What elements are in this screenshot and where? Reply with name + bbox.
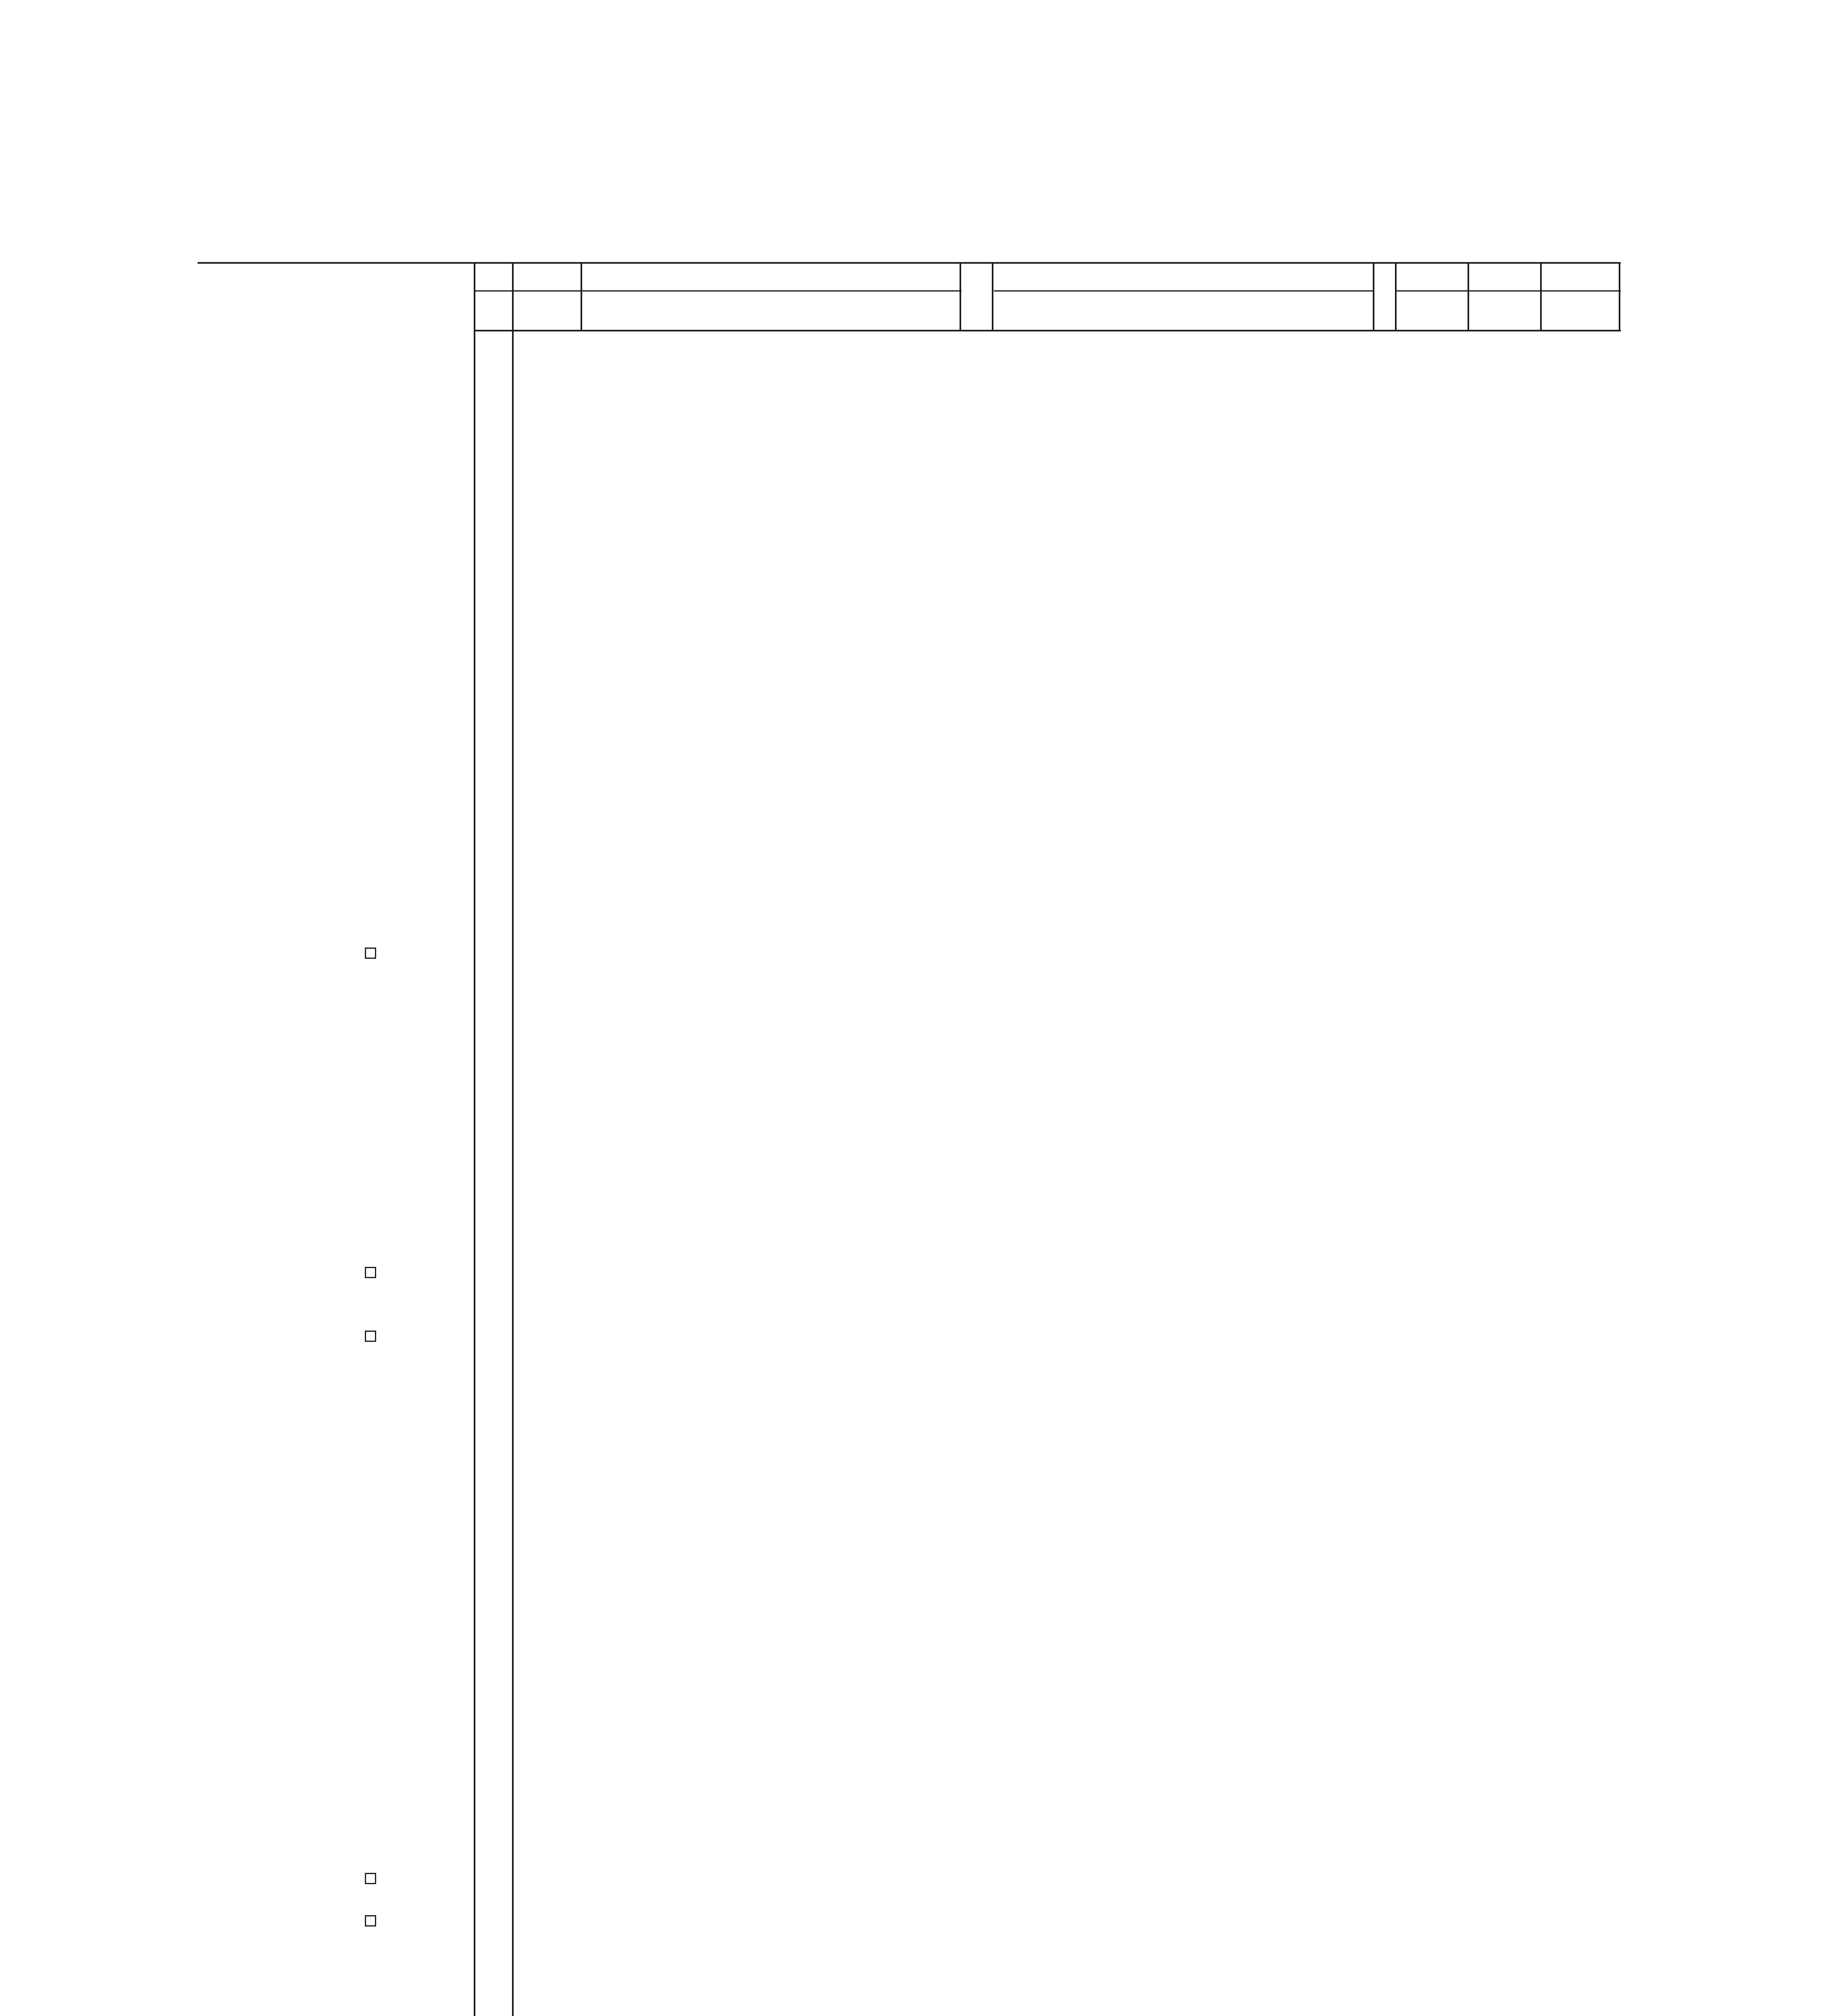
table-row xyxy=(0,1518,1832,1539)
table-row xyxy=(0,1539,1832,1560)
table-row xyxy=(0,671,1832,692)
mountain-station-square-icon xyxy=(365,1915,376,1926)
table-row xyxy=(0,459,1832,480)
table-row xyxy=(0,335,1832,356)
table-row xyxy=(0,1910,1832,1931)
table-row xyxy=(0,1582,1832,1603)
table-row xyxy=(0,1808,1832,1829)
table-row xyxy=(0,798,1832,819)
table-row xyxy=(0,841,1832,862)
table-row xyxy=(0,377,1832,398)
table-row xyxy=(0,1624,1832,1645)
table-row xyxy=(0,437,1832,458)
mountain-station-square-icon xyxy=(365,1267,376,1278)
table-row xyxy=(0,820,1832,841)
table-row xyxy=(0,1304,1832,1325)
table-row xyxy=(0,1155,1832,1176)
table-row xyxy=(0,1687,1832,1708)
table-row xyxy=(0,985,1832,1006)
table-row xyxy=(0,921,1832,942)
table-row xyxy=(0,1889,1832,1910)
table-row xyxy=(0,1410,1832,1431)
table-row xyxy=(0,1283,1832,1304)
table-row xyxy=(0,1603,1832,1624)
mountain-station-square-icon xyxy=(365,1873,376,1884)
table-row xyxy=(0,879,1832,900)
table-row xyxy=(0,1765,1832,1786)
table-row xyxy=(0,588,1832,609)
table-row xyxy=(0,1847,1832,1868)
table-row xyxy=(0,1786,1832,1807)
table-row xyxy=(0,1113,1832,1134)
table-row xyxy=(0,522,1832,543)
table-row xyxy=(0,1868,1832,1889)
mountain-station-square-icon xyxy=(365,1331,376,1342)
table-row xyxy=(0,1326,1832,1347)
table-row xyxy=(0,1347,1832,1368)
table-row xyxy=(0,398,1832,419)
table-row xyxy=(0,1219,1832,1240)
table-row xyxy=(0,609,1832,630)
table-row xyxy=(0,777,1832,798)
table-row xyxy=(0,1666,1832,1687)
table-row xyxy=(0,630,1832,651)
table-row xyxy=(0,566,1832,587)
table-row xyxy=(0,964,1832,985)
table-row xyxy=(0,1645,1832,1666)
table-row xyxy=(0,1198,1832,1218)
table-row xyxy=(0,356,1832,377)
table-row xyxy=(0,1560,1832,1581)
table-row xyxy=(0,900,1832,921)
table-row xyxy=(0,1070,1832,1091)
table-row xyxy=(0,501,1832,522)
table-row xyxy=(0,1389,1832,1410)
table-row xyxy=(0,1744,1832,1765)
table-row xyxy=(0,943,1832,964)
table-row xyxy=(0,1092,1832,1113)
table-row xyxy=(0,1177,1832,1198)
table-row xyxy=(0,756,1832,777)
table-row xyxy=(0,1134,1832,1155)
table-row xyxy=(0,714,1832,735)
table-row xyxy=(0,1006,1832,1027)
table-row xyxy=(0,735,1832,756)
table-row xyxy=(0,480,1832,501)
table-row xyxy=(0,1262,1832,1283)
mountain-station-square-icon xyxy=(365,948,376,959)
table-row xyxy=(0,1368,1832,1389)
table-row xyxy=(0,1709,1832,1730)
table-row xyxy=(0,693,1832,714)
